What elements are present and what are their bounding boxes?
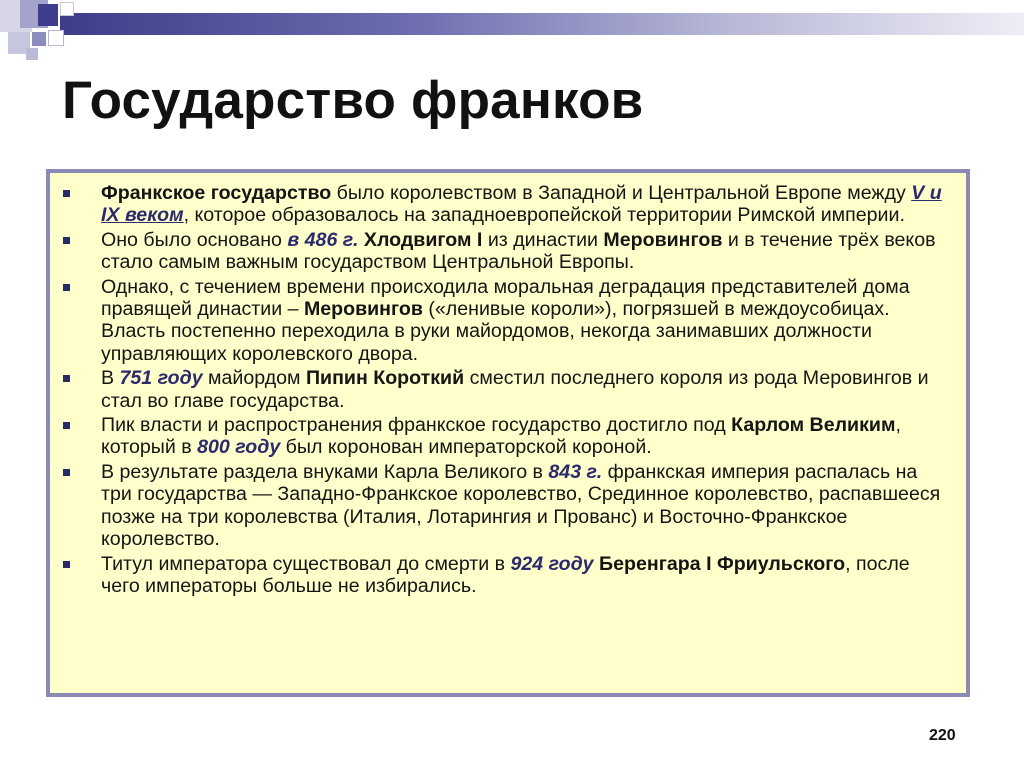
bullet-item bbox=[50, 367, 952, 412]
decor-square bbox=[60, 2, 74, 16]
content-box bbox=[46, 169, 970, 697]
bullet-text-segment: 751 году bbox=[119, 367, 203, 390]
bullet-text-segment: 800 году bbox=[197, 436, 281, 459]
bullet-text-segment: в 486 г. bbox=[287, 228, 359, 251]
bullet-text-segment: сместил последнего короля из рода Меровингов и стал во главе государства. bbox=[101, 367, 929, 412]
bullet-item bbox=[50, 461, 952, 551]
bullet-text-segment: В bbox=[101, 367, 120, 390]
bullet-square-icon bbox=[63, 375, 70, 382]
bullet-square-icon bbox=[63, 561, 70, 568]
bullet-text-segment: был коронован императорской короной. bbox=[280, 436, 652, 459]
bullet-item bbox=[50, 414, 952, 459]
bullet-text-segment: Хлодвигом I bbox=[363, 228, 483, 251]
page-number: 220 bbox=[929, 727, 956, 744]
bullet-text-segment: Карлом Великим bbox=[731, 414, 896, 437]
bullet-text-segment: Пипин Короткий bbox=[305, 367, 465, 390]
bullet-text-segment: , которое образовалось на западноевропейской территории Римской империи. bbox=[183, 204, 905, 227]
bullet-item bbox=[50, 276, 952, 366]
bullet-text-segment: Однако, с течением времени происходила моральная деградация представителей дома правящей династии – bbox=[101, 275, 910, 321]
bullet-text-segment: , после чего императоры больше не избирались. bbox=[101, 552, 910, 597]
bullet-text-segment: из династии bbox=[482, 228, 604, 251]
bullet-text-segment: Франкское государство bbox=[101, 182, 332, 204]
bullet-text-segment: 924 году bbox=[510, 552, 594, 575]
bullet-text-segment: («ленивые короли»), погрязшей в междоусобицах. Власть постепенно переходила в руки майордомов, некогда занимавших должности управляющих королевского двора. bbox=[101, 298, 890, 365]
bullet-text-segment: франкская империя распалась на три государства — Западно-Франкское королевство, Срединное королевство, распавшееся позже на три королевства (Италия, Лотарингия и Прованс) и Восточно-Франкское королевство. bbox=[101, 460, 941, 551]
bullet-text-segment: было королевством в Западной и Центральной Европе между bbox=[331, 182, 912, 204]
bullet-square-icon bbox=[63, 422, 70, 429]
decor-square bbox=[32, 32, 46, 46]
bullet-text-segment: майордом bbox=[202, 367, 306, 390]
bullet-square-icon bbox=[63, 237, 70, 244]
bullet-text-segment: 843 г. bbox=[548, 460, 603, 483]
bullet-text-segment: В результате раздела внуками Карла Великого в bbox=[101, 460, 549, 483]
decor-square bbox=[26, 48, 38, 60]
slide-title: Государство франков bbox=[62, 71, 644, 130]
bullet-text-segment: V и IX веком bbox=[101, 182, 942, 227]
bullet-text-segment: Пик власти и распространения франкское государство достигло под bbox=[101, 414, 732, 437]
bullet-text-segment: , который в bbox=[101, 414, 901, 459]
header-gradient-bar bbox=[60, 13, 1024, 35]
bullet-item bbox=[50, 229, 952, 274]
bullet-text-segment: Оно было основано bbox=[101, 228, 288, 251]
decor-square bbox=[48, 30, 64, 46]
bullet-text-segment: и в течение трёх веков стало самым важным государством Центральной Европы. bbox=[101, 228, 936, 274]
bullet-list bbox=[50, 173, 966, 597]
bullet-text-segment: Меровингов bbox=[603, 228, 723, 251]
bullet-text-segment: Меровингов bbox=[303, 298, 423, 321]
decor-square bbox=[38, 4, 58, 26]
bullet-text-segment: Титул императора существовал до смерти в bbox=[101, 552, 511, 575]
bullet-text-segment: Беренгара I Фриульского bbox=[599, 552, 846, 575]
bullet-square-icon bbox=[63, 190, 70, 197]
bullet-square-icon bbox=[63, 284, 70, 291]
bullet-item bbox=[50, 553, 952, 598]
bullet-square-icon bbox=[63, 469, 70, 476]
bullet-item bbox=[50, 182, 952, 227]
